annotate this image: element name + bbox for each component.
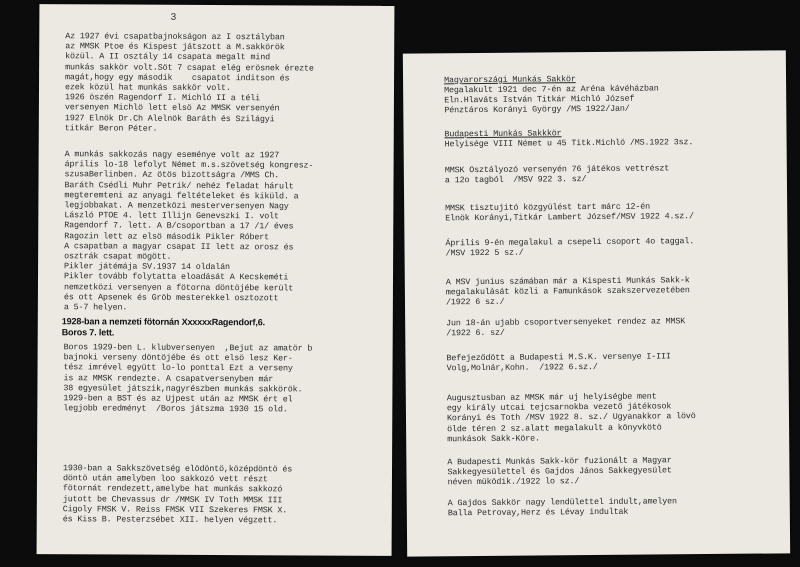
paragraph: MMSK tisztujitó közgyülést tart márc 12-én Elnök Korányi,Titkár Lambert József/MSV 1922 4.sz./ — [445, 201, 694, 224]
paragraph: Augusztusban az MMSK már uj helyiségbe ment egy király utcai tejcsarnokba vezető játékosok Korányi és Toth /MSV 1922 8. sz./ Ugyanakkor a lövö ölde téren 2 sz.alatt megalakult a könyvkötö munkások Sakk-Köre. — [446, 391, 696, 445]
paragraph: A MSV junius számában már a Kispesti Munkás Sakk-k megalakulását közli a Famunkások szakszervezetében /1922 6 sz./ — [445, 275, 690, 308]
section-heading: Magyarországi Munkás Sakkör — [444, 74, 576, 86]
paragraph: Az 1927 évi csapatbajnokságon az I osztályban az MMSK Ptoe és Kispest játszott a M.sakkörök közül. A II osztály 14 csapata megalt mind munkás sakkör volt.Söt 7 csapat elég erösnek érezte magát,hogy egy második csapatot inditson és ezek közül hat munkás sakkör volt. 1926 öszén Ragendorf I. Michló II a téli versenyen Michlö lett elsö Az MMSK versenyén 1927 Elnök Dr.Ch Alelnök Baráth és Szilágyi titkár Beron Péter. — [64, 31, 314, 134]
paragraph: Boros 1929-ben L. klubversenyen ,Bejut az amatör b bajnoki verseny döntöjébe és ott elsö lesz Ker- tész imrével együtt lo-lo ponttal Ezt a verseny is az MMSK rendezte. A csapatversenyben már 38 egyesület játszik,nagyrészben munkás sakkörök. 1929-ben a BST és az Ujpest után az MMSK ért el legjobb eredményt /Boros játszma 1930 15 old. — [63, 342, 313, 415]
page-number: 3 — [170, 12, 177, 24]
paragraph: 1930-ban a Sakkszövetség elödöntö,középdöntö és döntö után amelyben loo sakkozó vett részt fötornát rendezett,amelybe hat munkás sakkozó jutott be Chevassus dr /MMSK IV Toth MMSK III Cigoly FMSK V. Reiss FMSK VII Szekeres FMSK X. és Kiss B. Pesterzsébet XII. helyen végzett. — [62, 463, 293, 526]
bold-heading-line: 1928-ban a nemzeti fötornán XxxxxxRagendorf,6. — [61, 316, 265, 328]
paragraph: A munkás sakkozás nagy eseménye volt az 1927 április lo-18 lefolyt Német m.s.szövetség kongresz- szusaBerlinben. Az ötös bizottságra /MMS Ch. Baráth Csédli Muhr Petrik/ nehéz feladat hárult megteremteni az anyagi feltételeket és kiküld. a legjobbakat. A menzetközi mesterversenyen Nagy László PTOE 4. lett Illijn Genevszki I. volt Ragendorf 7. lett. A B/csoportban a 17 /1/ éves Ragozin lett az elsö második Pikler Róbert A csapatban a magyar csapat II lett az orosz és osztrák csapat mögött. Pikler játémája SV.1937 14 oldalán Pikler tovább folytatta eloadását A Kecskeméti nemzetközi versenyen a fötorna döntöjébe került és ott Apsenek és Gröb mesterekkel osztozott a 5-7 helyen. — [63, 149, 314, 313]
paragraph: MMSK Osztályozó versenyén 76 játékos vettrészt a 12o tagból /MSV 922 3. sz/ — [444, 163, 670, 186]
paragraph: Befejeződött a Budapesti M.S.K. versenye I-III Volg,Molnár,Kohn. /1922 6.sz./ — [446, 351, 671, 374]
paragraph: A Budapesti Munkás Sakk-kör fuzionált a Magyar Sakkegyesülettel és Gajdos János Sakkegyesület néven müködik./1922 lo sz./ — [447, 455, 672, 488]
paragraph: A Gajdos Sakkör nagy lendülettel indult,amelyen Balla Petrovay,Herz és Lévay indultak — [447, 496, 677, 519]
bold-heading-line: Boros 7. lett. — [61, 327, 115, 338]
paragraph: Megalakult 1921 dec 7-én az Aréna kávéházban Eln.Hlaváts István Titkár Michló József Pénztáros Korányi György /MS 1922/Jan/ — [444, 83, 659, 116]
paragraph: Jun 18-án ujabb csoportversenyeket rendez az MMSK /1922 6. sz/ — [446, 316, 686, 339]
left-typed-page — [37, 4, 395, 556]
paragraph: Helyisége VIII Német u 45 Titk.Michló /MS.1922 3sz. — [444, 137, 694, 150]
section-heading: Budapesti Munkás Sakkkör — [444, 128, 562, 140]
paragraph: Április 9-én megalakul a csepeli csoport 4o taggal. /MSV 1922 5 sz./ — [445, 236, 695, 259]
right-typed-page — [403, 50, 790, 556]
